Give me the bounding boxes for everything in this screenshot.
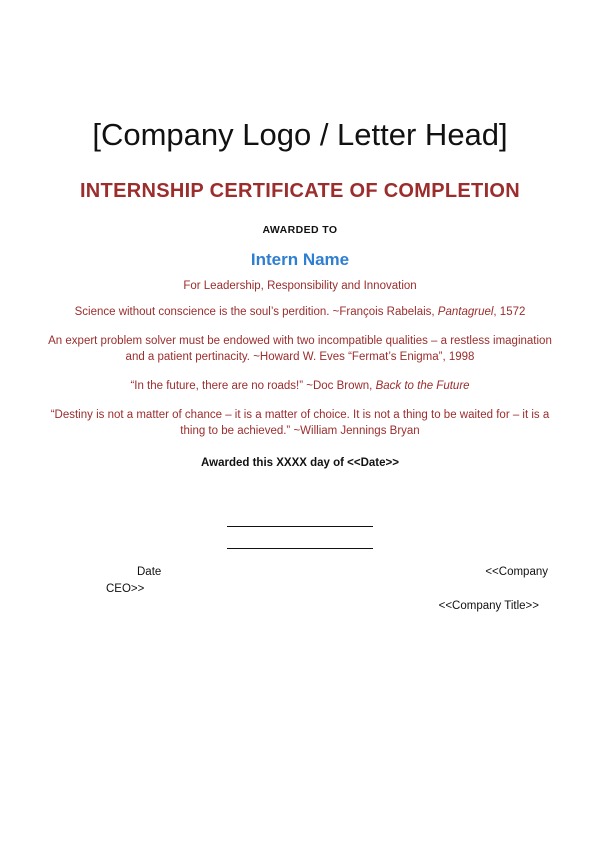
- certificate-subtitle: For Leadership, Responsibility and Innovation: [183, 280, 417, 293]
- certificate-title: INTERNSHIP CERTIFICATE OF COMPLETION: [79, 180, 521, 203]
- quote-3: [24, 378, 576, 395]
- awarded-date-line: Awarded this XXXX day of <<Date>>: [201, 457, 399, 470]
- letterhead-title: [Company Logo / Letter Head]: [92, 117, 508, 152]
- date-label: Date: [137, 566, 162, 579]
- company-title-label: <<Company Title>>: [438, 600, 539, 613]
- certificate-page: [0, 118, 600, 848]
- quote-1: [24, 304, 576, 321]
- signature-line-1: [227, 513, 373, 527]
- quote-2: [24, 333, 576, 366]
- quote-4-text-before: “Destiny is not a matter of chance – it is a matter of choice. It is not a thing to be waited for – it is a thing to be achieved.” ~William Jennings Bryan: [50, 408, 550, 438]
- quote-3-text-before: “In the future, there are no roads!” ~Doc Brown,: [130, 380, 376, 393]
- quote-1-text-after: , 1572: [493, 306, 526, 319]
- signature-labels: [24, 566, 576, 626]
- quote-1-italic: Pantagruel: [437, 306, 494, 319]
- awarded-to-label: AWARDED TO: [262, 224, 338, 237]
- signature-line-2: [227, 535, 373, 549]
- quote-3-italic: Back to the Future: [375, 380, 470, 393]
- signature-lines: [24, 513, 576, 549]
- quote-2-text-before: An expert problem solver must be endowed with two incompatible qualities – a restless imagination and a patient pertinacity. ~Howard W. Eves “Fermat’s Enigma”, 1998: [48, 334, 552, 364]
- company-label: <<Company: [485, 566, 548, 579]
- quote-4: [24, 407, 576, 440]
- ceo-label: CEO>>: [106, 583, 145, 596]
- recipient-name: Intern Name: [250, 250, 350, 270]
- quote-1-text-before: Science without conscience is the soul’s perdition. ~François Rabelais,: [74, 306, 438, 319]
